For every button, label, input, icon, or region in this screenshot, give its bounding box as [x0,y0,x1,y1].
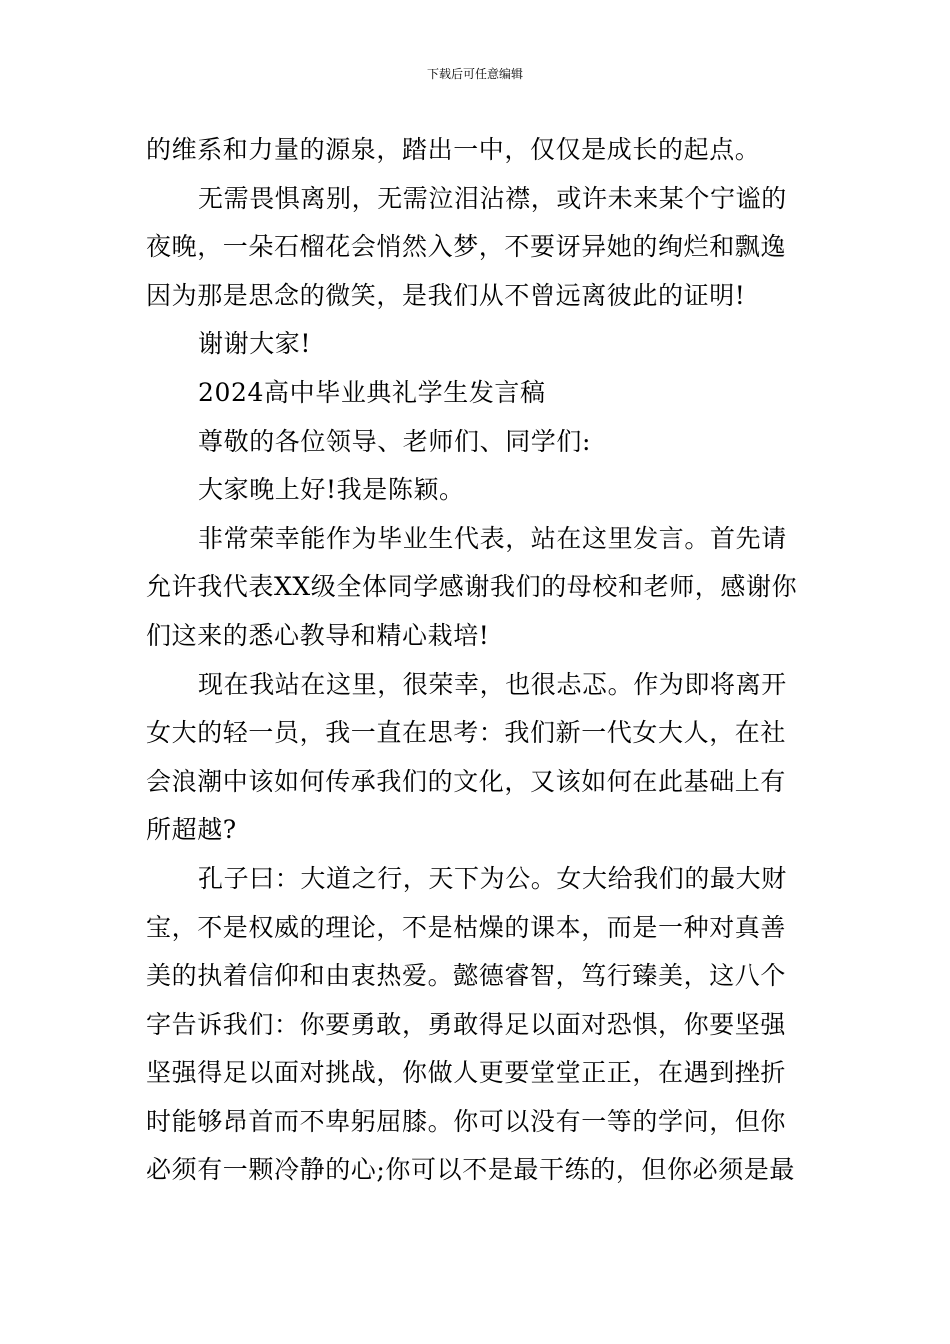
greeting: 大家晚上好!我是陈颖。 [198,475,465,505]
text-line: 允许我代表XX级全体同学感谢我们的母校和老师，感谢你 [146,572,798,602]
text-line: 们这来的悉心教导和精心栽培! [146,620,490,650]
text-line: 宝，不是权威的理论，不是枯燥的课本，而是一种对真善 [146,912,787,942]
text-line: 现在我站在这里，很荣幸，也很忐忑。作为即将离开 [198,669,787,699]
text-line: 字告诉我们：你要勇敢，勇敢得足以面对恐惧，你要坚强 [146,1009,787,1039]
paragraph [146,515,810,661]
text-line: 非常荣幸能作为毕业生代表，站在这里发言。首先请 [198,523,787,553]
section-title: 2024高中毕业典礼学生发言稿 [198,377,546,407]
document-body [146,126,810,1195]
paragraph [146,369,810,418]
text-line: 会浪潮中该如何传承我们的文化，又该如何在此基础上有 [146,766,787,796]
text-line: 坚强得足以面对挑战，你做人更要堂堂正正，在遇到挫折 [146,1058,787,1088]
text-line: 的维系和力量的源泉，踏出一中，仅仅是成长的起点。 [146,135,761,164]
text-line: 必须有一颗冷静的心;你可以不是最干练的，但你必须是最 [146,1155,796,1185]
text-line: 女大的轻一员，我一直在思考：我们新一代女大人，在社 [146,718,787,748]
text-line: 孔子曰：大道之行，天下为公。女大给我们的最大财 [198,863,787,893]
text-line: 所超越? [146,815,237,845]
text-line: 时能够昂首而不卑躬屈膝。你可以没有一等的学问，但你 [146,1106,787,1136]
text-line: 谢谢大家! [198,329,312,359]
paragraph [146,855,810,1195]
page-header: 下载后可任意编辑 [426,67,523,81]
paragraph [146,661,810,855]
paragraph [146,175,810,321]
text-line: 夜晚，一朵石榴花会悄然入梦，不要讶异她的绚烂和飘逸 [146,232,787,262]
text-line: 因为那是思念的微笑，是我们从不曾远离彼此的证明! [146,280,746,310]
paragraph [146,466,810,515]
salutation: 尊敬的各位领导、老师们、同学们: [198,426,592,456]
text-line: 无需畏惧离别，无需泣泪沾襟，或许未来某个宁谧的 [198,183,787,213]
paragraph [146,320,810,369]
paragraph [146,418,810,467]
paragraph [146,126,810,175]
text-line: 美的执着信仰和由衷热爱。懿德睿智，笃行臻美，这八个 [146,961,787,991]
